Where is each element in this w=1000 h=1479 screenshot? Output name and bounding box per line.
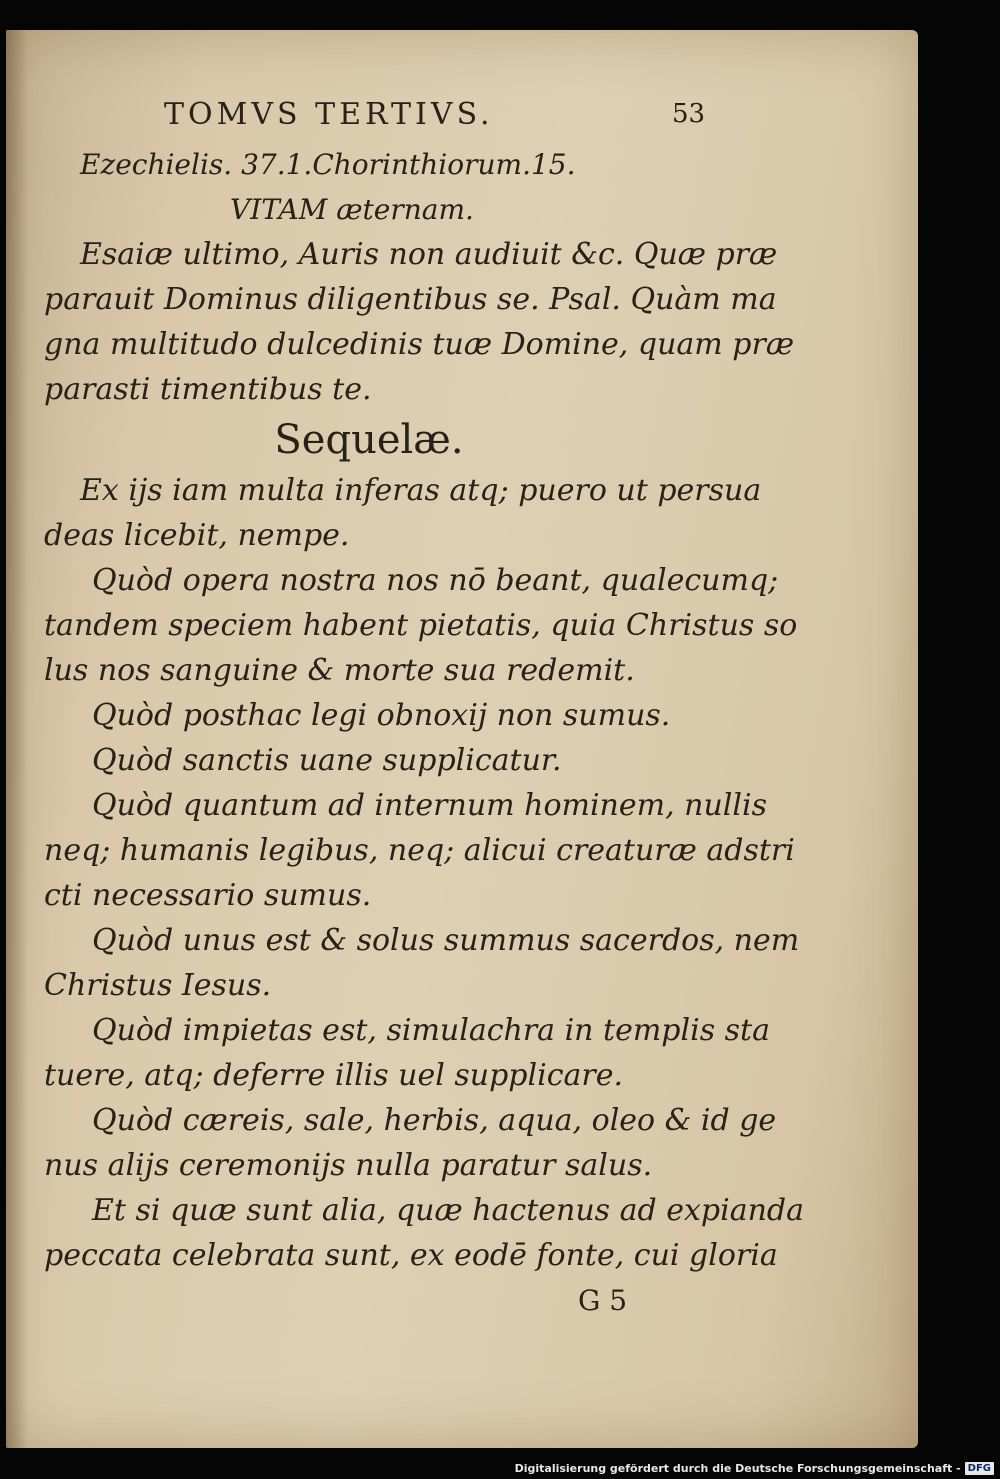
subheading: VITAM æternam. bbox=[230, 193, 474, 226]
text-line: nus alijs ceremonijs nulla paratur salus. bbox=[44, 1148, 653, 1183]
book-page bbox=[6, 30, 918, 1448]
text-line: peccata celebrata sunt, ex eodē fonte, cui gloria bbox=[44, 1238, 778, 1273]
text-line: parauit Dominus diligentibus se. Psal. Quàm ma bbox=[44, 282, 777, 317]
text-line: lus nos sanguine & morte sua redemit. bbox=[44, 653, 635, 688]
text-line: Christus Iesus. bbox=[44, 968, 272, 1003]
scripture-reference: Ezechielis. 37.1.Chorinthiorum.15. bbox=[80, 148, 576, 181]
signature-mark: G 5 bbox=[578, 1284, 628, 1317]
text-line: Quòd posthac legi obnoxij non sumus. bbox=[92, 698, 671, 733]
text-line: tuere, atq; deferre illis uel supplicare. bbox=[44, 1058, 624, 1093]
text-line: Ex ijs iam multa inferas atq; puero ut persua bbox=[80, 473, 762, 508]
section-title: Sequelæ. bbox=[274, 417, 464, 463]
running-title: TOMVS TERTIVS. bbox=[164, 97, 494, 132]
text-line: Quòd impietas est, simulachra in templis sta bbox=[92, 1013, 770, 1048]
text-line: cti necessario sumus. bbox=[44, 878, 372, 913]
text-line: Esaiæ ultimo, Auris non audiuit &c. Quæ præ bbox=[80, 237, 778, 272]
text-line: Quòd sanctis uane supplicatur. bbox=[92, 743, 562, 778]
text-line: gna multitudo dulcedinis tuæ Domine, quam præ bbox=[44, 327, 795, 362]
text-line: deas licebit, nempe. bbox=[44, 518, 350, 553]
funding-footer bbox=[515, 1462, 994, 1475]
dfg-logo: DFG bbox=[965, 1462, 994, 1475]
text-line: Quòd cæreis, sale, herbis, aqua, oleo & id ge bbox=[92, 1103, 777, 1138]
text-line: Quòd opera nostra nos nō beant, qualecumq; bbox=[92, 563, 779, 598]
text-line: Et si quæ sunt alia, quæ hactenus ad expianda bbox=[92, 1193, 804, 1228]
text-line: tandem speciem habent pietatis, quia Christus so bbox=[44, 608, 798, 643]
text-line: parasti timentibus te. bbox=[44, 372, 372, 407]
page-header bbox=[44, 92, 724, 142]
footer-text: Digitalisierung gefördert durch die Deutsche Forschungsgemeinschaft - bbox=[514, 1462, 961, 1475]
text-line: Quòd unus est & solus summus sacerdos, nem bbox=[92, 923, 800, 958]
page-text bbox=[44, 92, 804, 1323]
page-number: 53 bbox=[672, 99, 706, 129]
text-line: neq; humanis legibus, neq; alicui creaturæ adstri bbox=[44, 833, 795, 868]
text-line: Quòd quantum ad internum hominem, nullis bbox=[92, 788, 767, 823]
